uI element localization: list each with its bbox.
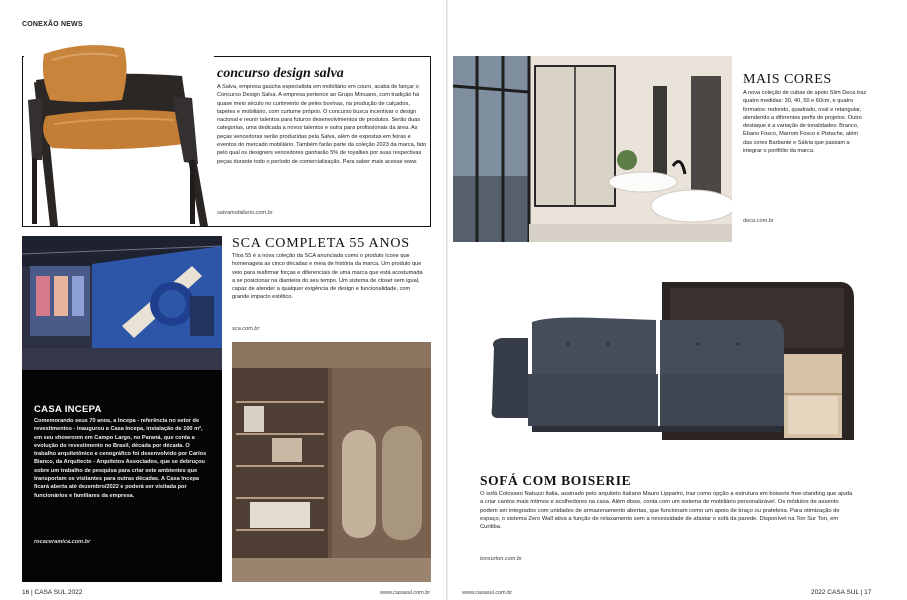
leather-chair-photo — [24, 40, 214, 226]
article-link[interactable]: sca.com.br — [232, 326, 260, 332]
sofa-photo — [488, 278, 868, 446]
page-number: 2022 CASA SUL | 17 — [811, 589, 872, 596]
closet-photo — [232, 342, 431, 582]
article-body: A nova coleção de cubas de apoio Slim Deca traz quatro medidas: 30, 40, 50 e 60cm, e quatro formatos: redondo, quadrado, oval e retangular, atendendo a diferentes perfis de projetos. Outro destaque é a variação de tonalidades: Branco, Ébano Fosco, Marrom Fosco e Pistache, além das cores Barbante e Sálvia que passam a integrar o portfólio da marca. — [743, 90, 867, 155]
bathroom-photo — [453, 56, 732, 242]
article-link[interactable]: tonsurton.com.br — [480, 556, 522, 562]
article-link[interactable]: deca.com.br — [743, 218, 774, 224]
article-body: Tilos 55 é a nova coleção da SCA anunciada como o produto ícone que homenageia as cinco décadas e meia de história da marca. Um produto que veio para reafirmar forças e diferenciais de uma marca que está acostumada a se posicionar na dianteira do seu tempo. Um sistema de closet sem igual, capaz de atender a qualquer exigência de design e funcionalidade, com grande impacto estético. — [232, 253, 423, 301]
article-title: MAIS CORES — [743, 72, 832, 87]
article-title: SCA COMPLETA 55 ANOS — [232, 236, 410, 251]
article-title: SOFÁ COM BOISERIE — [480, 473, 632, 488]
article-link[interactable]: rocaceramica.com.br — [34, 539, 91, 545]
page-gutter — [446, 0, 448, 600]
article-body: Comemorando seus 70 anos, a Incepa - referência no setor de revestimentos - inaugurou a Casa Incepa, instalação de 100 m², em seu showroom em Campo Largo, no Paraná, que conta a evolução do revestimento no Brasil, década por década. O trabalho arquitetônico e cenográfico foi desenvolvido por Carlos Bianco, da Arquitecto - Arquitetos Associados, que se debruçou sobre um trabalho de pesquisa para criar sete ambientes que transportam os visitantes para outras décadas. A Casa Incepa ficará aberta até dezembro/2022 e poderá ser visitada por funcionários e familiares da empresa. — [34, 418, 207, 499]
article-title: concurso design salva — [217, 66, 344, 81]
page-number: 16 | CASA SUL 2022 — [22, 589, 83, 596]
article-body: A Salva, empresa gaúcha especialista em mobiliário em couro, acaba de lançar o Concurso Design Salva. A empresa pertence ao Grupo Minuano, com tradição há quase meio século no curtimento de peles bovinas, na produção de calçados, tapetes e mobiliário, com curtume próprio. O concurso busca incentivar o design nacional e reunir talentos para futuros desenvolvimentos de produtos. Serão duas categorias, uma dedicada a novos talentos e outra para profissionais da área. As peças vencedoras serão produzidas pela Salva, além de expostas em feiras e eventos do mercado mobiliário. Também farão parte da coleção 2023 da marca, fato pelo qual os designers vencedores ganharão 5% de royalties por suas respectivas peças durante todo o período de comercialização. Para saber mais acesse www. — [217, 84, 427, 165]
section-label: CONEXÃO NEWS — [22, 21, 83, 28]
article-title: CASA INCEPA — [34, 404, 102, 415]
showroom-photo — [22, 236, 222, 370]
article-body: O sofá Colosseo Natuzzi Italia, assinado pelo arquiteto Italiano Mauro Lipparini, traz como opção a estrutura em boiserie free-standing que ajuda a criar cantos mais íntimos e acolhedores na casa. Além disso, conta com um sistema de mobiliário personalizável. Os módulos de assento podem ser integrados com unidades de armazenamento abertas, que funcionam como um apoio de braço ou prateleira. Para otimização de espaço, o sistema Zero Wall ativa a função de relaxamento sem a necessidade de afastar o sofá da parede. Disponível na Ton Sur Ton, em Curitiba. — [480, 491, 853, 531]
footer-url[interactable]: www.casasul.com.br — [380, 590, 431, 596]
article-link[interactable]: salvamobiliario.com.br — [217, 210, 273, 216]
footer-url[interactable]: www.casasul.com.br — [462, 590, 513, 596]
